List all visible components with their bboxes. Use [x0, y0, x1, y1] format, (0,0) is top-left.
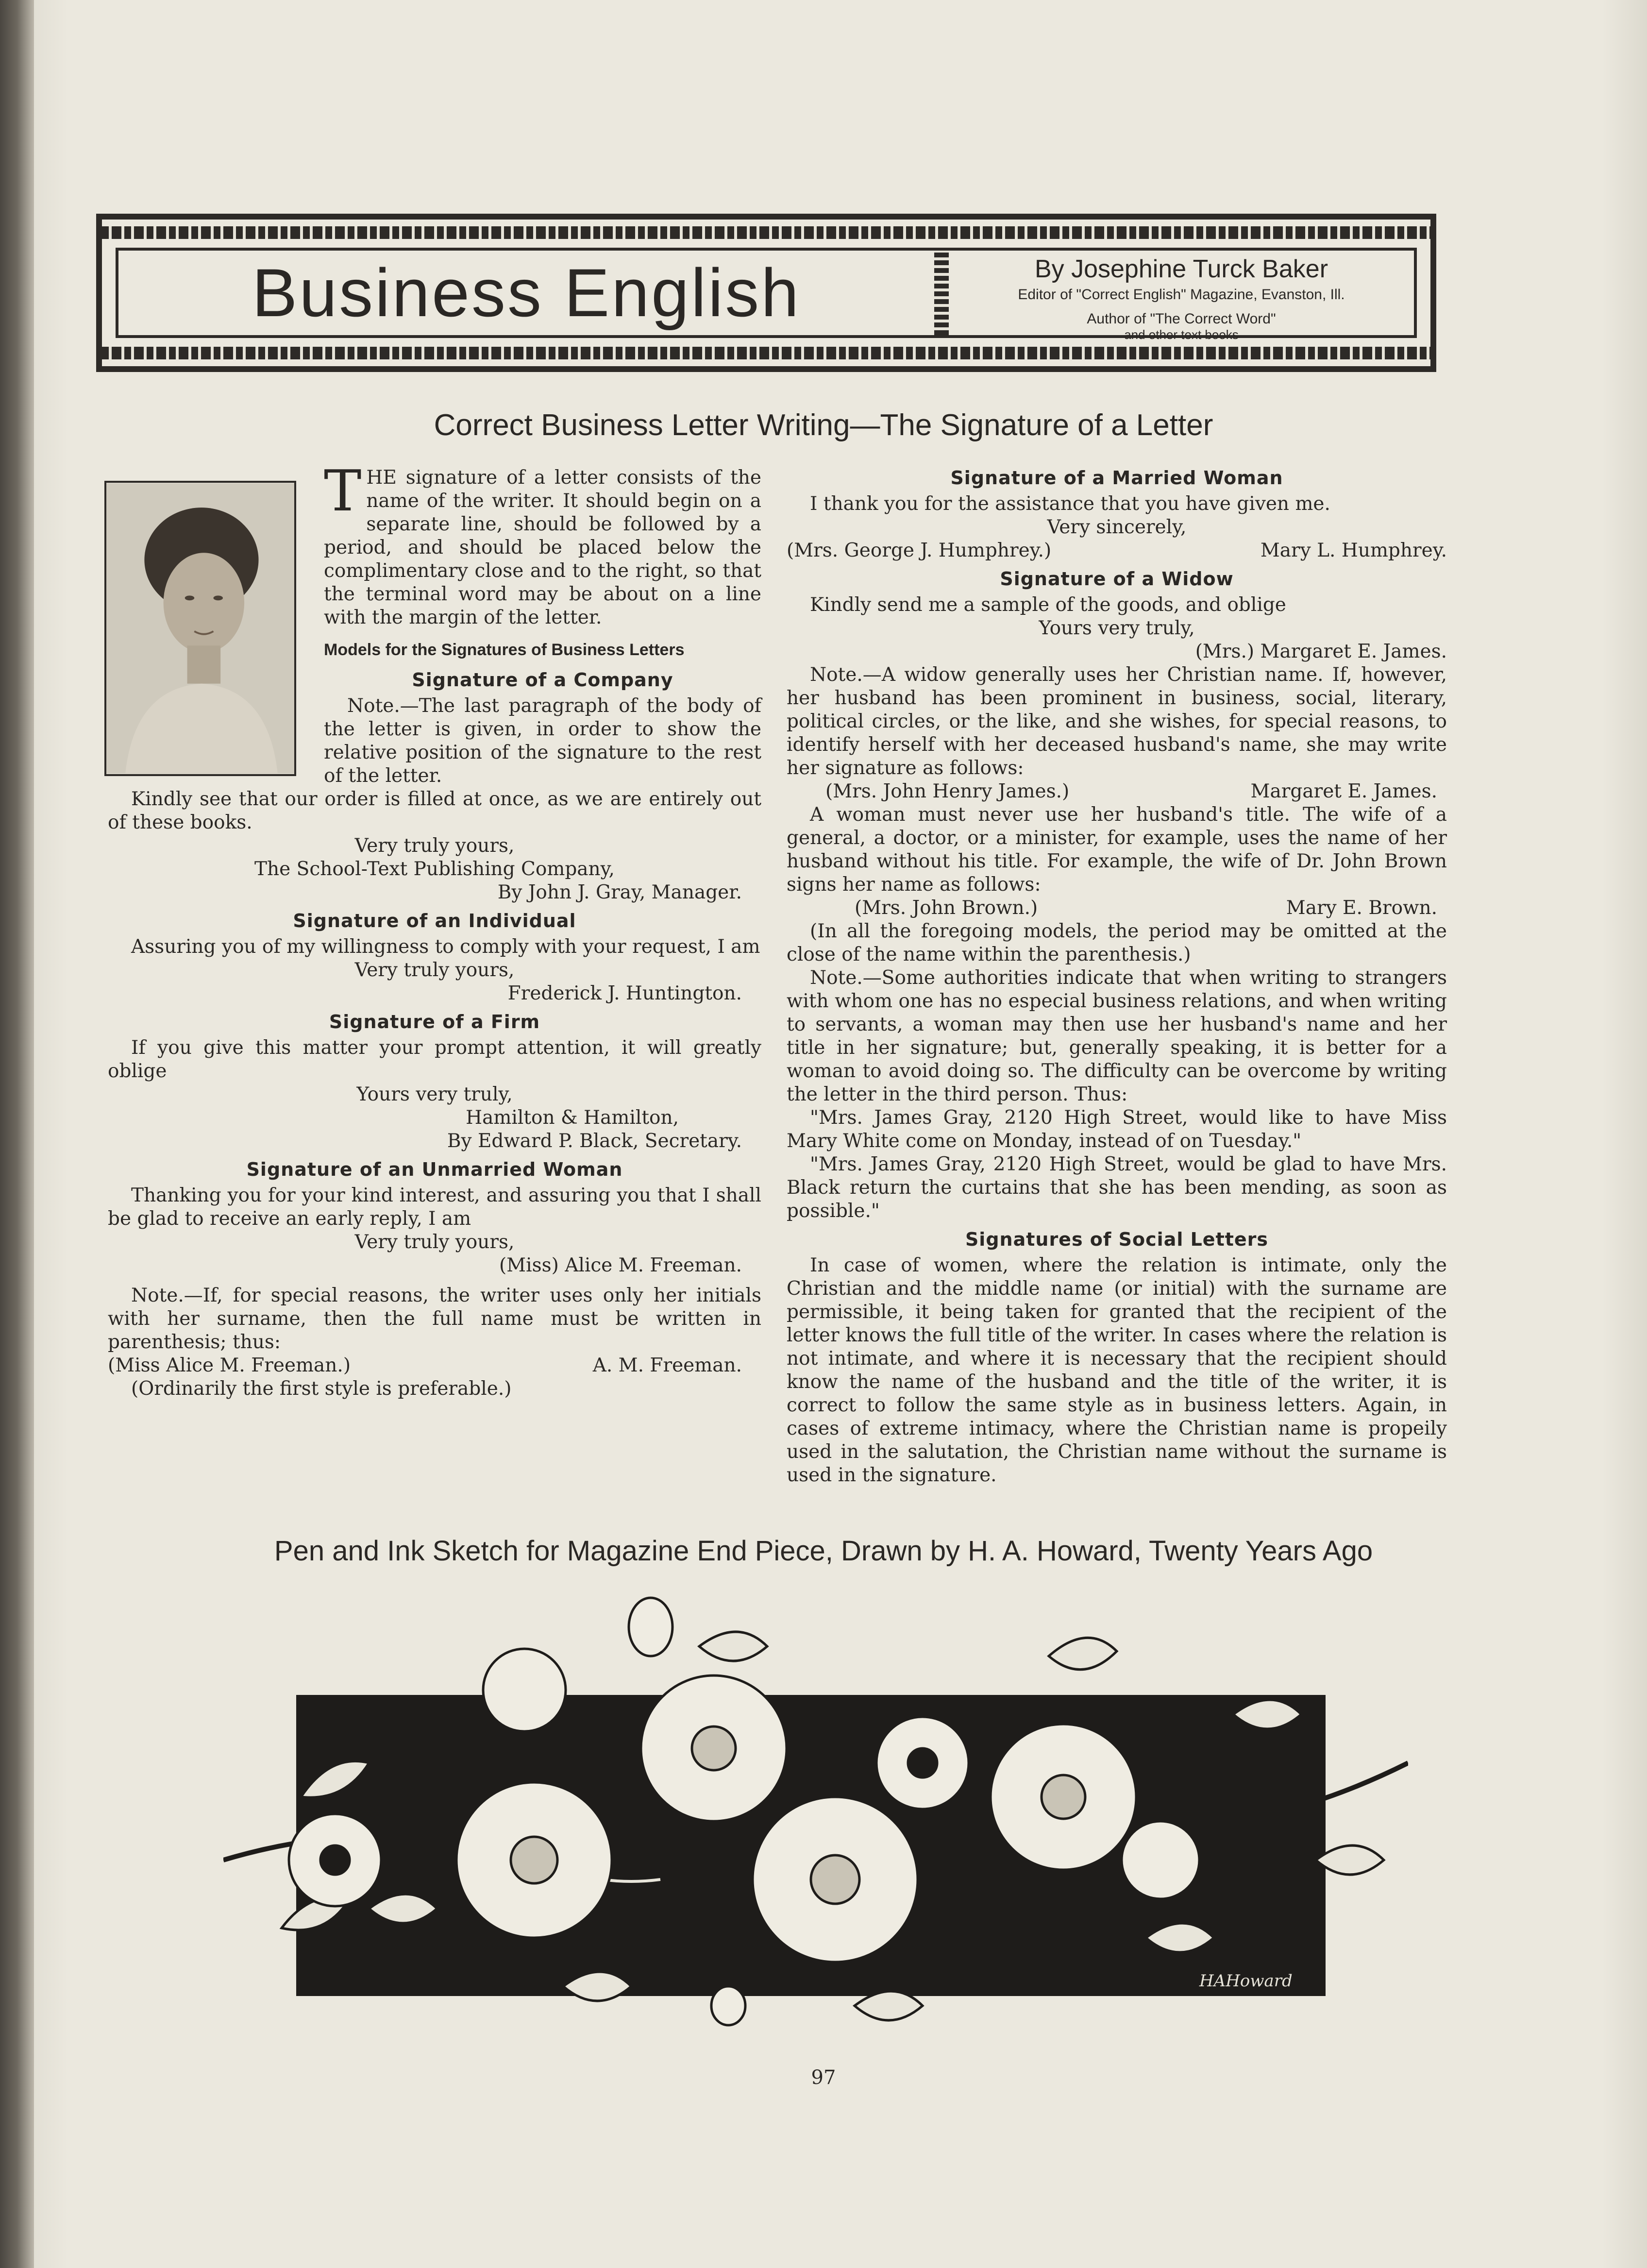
company-name: The School-Text Publishing Company, — [254, 858, 615, 880]
floral-end-piece-sketch — [223, 1588, 1408, 2074]
header-banner — [96, 214, 1436, 372]
unmarried-body: Thanking you for your kind interest, and assuring you that I shall be glad to receive an early reply, I am — [108, 1185, 761, 1230]
firm-close: Yours very truly, — [356, 1083, 513, 1105]
title-alt-left: (Mrs. John Brown.) — [855, 897, 1038, 919]
individual-close: Very truly yours, — [354, 959, 515, 981]
firm-body: If you give this matter your prompt attention, it will greatly oblige — [108, 1037, 761, 1082]
individual-heading: Signature of an Individual — [293, 910, 576, 931]
married-close: Very sincerely, — [1047, 516, 1187, 538]
unmarried-alt-right: A. M. Freeman. — [592, 1354, 742, 1376]
unmarried-name: (Miss) Alice M. Freeman. — [499, 1254, 742, 1276]
banner-bottom-border — [102, 347, 1430, 359]
widow-close: Yours very truly, — [1039, 617, 1195, 639]
title-alt-right: Mary E. Brown. — [1286, 897, 1437, 919]
widow-body: Kindly send me a sample of the goods, and oblige — [810, 594, 1286, 616]
company-close: Very truly yours, — [354, 835, 515, 857]
article-title: Correct Business Letter Writing—The Signature of a Letter — [434, 408, 1213, 442]
widow-alt-right: Margaret E. James. — [1250, 780, 1437, 802]
widow-alt-left: (Mrs. John Henry James.) — [825, 780, 1070, 802]
right-column — [787, 461, 1447, 1487]
intro-text: HE signature of a letter consists of the name of the writer. It should begin on a separate line, should be followed by a period, and should be placed below the complimentary close and to the right, so that the terminal word may be about on a line with the margin of the letter. — [324, 467, 761, 628]
intro-paragraph — [324, 458, 761, 629]
unmarried-note: Note.—If, for special reasons, the writer uses only her initials with her surname, then the full name must be written in parenthesis; thus: — [108, 1285, 761, 1353]
omit-paragraph: (In all the foregoing models, the period may be omitted at the close of the name within the parenthesis.) — [787, 920, 1447, 965]
married-signature — [787, 539, 1447, 562]
section-title: Business English — [252, 254, 801, 331]
company-note-text: Note.—The last paragraph of the body of the letter is given, in order to show the relative position of the signature to the rest of the letter. — [324, 695, 761, 787]
individual-name: Frederick J. Huntington. — [507, 982, 742, 1004]
married-right: Mary L. Humphrey. — [1260, 540, 1447, 561]
unmarried-preference: (Ordinarily the first style is preferable.) — [131, 1378, 512, 1400]
byline-author: By Josephine Turck Baker — [1034, 255, 1328, 283]
banner-top-border — [102, 226, 1430, 239]
drop-cap: T — [324, 458, 362, 524]
widow-heading: Signature of a Widow — [1000, 568, 1234, 590]
quote-one: "Mrs. James Gray, 2120 High Street, would like to have Miss Mary White come on Monday, instead of on Tuesday." — [787, 1107, 1447, 1152]
firm-by: By Edward P. Black, Secretary. — [447, 1130, 742, 1152]
byline-editor: Editor of "Correct English" Magazine, Evanston, Ill. — [1018, 287, 1345, 303]
company-note — [324, 694, 761, 788]
social-body: In case of women, where the relation is intimate, only the Christian and the middle name (or initial) with the surname are permissible, it being taken for granted that the recipient of the letter knows the full title of the writer. In cases where the relation is not intimate, and where it is necessary that the recipient should know the name of the husband and the title of the writer, it is correct to follow the same style as in business letters. Again, in cases of extreme intimacy, where the Christian name is propeily used in the salutation, the Christian name without the surname is used in the signature. — [787, 1254, 1447, 1486]
byline — [949, 251, 1414, 342]
sketch-signature: HAHoward — [1199, 1971, 1293, 1991]
widow-note: Note.—A widow generally uses her Christian name. If, however, her husband has been prominent in business, social, literary, political circles, or the like, and she wishes, for special reasons, to identify herself with her deceased husband's name, she may write her signature as follows: — [787, 664, 1447, 779]
banner-divider — [934, 251, 949, 335]
company-body: Kindly see that our order is filled at once, as we are entirely out of these books. — [108, 788, 761, 833]
unmarried-alt-left: (Miss Alice M. Freeman.) — [108, 1354, 351, 1376]
title-alt-signature — [787, 897, 1447, 920]
end-piece-title: Pen and Ink Sketch for Magazine End Piece, Drawn by H. A. Howard, Twenty Years Ago — [274, 1535, 1373, 1567]
title-paragraph: A woman must never use her husband's title. The wife of a general, a doctor, or a minister, for example, uses the name of her husband without his title. For example, the wife of Dr. John Brown signs her name as follows: — [787, 804, 1447, 896]
individual-body: Assuring you of my willingness to comply with your request, I am — [131, 936, 760, 958]
company-heading: Signature of a Company — [412, 669, 673, 691]
married-heading: Signature of a Married Woman — [950, 467, 1283, 489]
page-number: 97 — [811, 2066, 836, 2089]
married-left: (Mrs. George J. Humphrey.) — [787, 540, 1052, 561]
widow-alt-signature — [787, 780, 1447, 803]
left-column — [108, 458, 761, 1401]
widow-name: (Mrs.) Margaret E. James. — [1195, 641, 1447, 662]
unmarried-close: Very truly yours, — [354, 1231, 515, 1253]
social-heading: Signatures of Social Letters — [965, 1229, 1269, 1250]
firm-name: Hamilton & Hamilton, — [466, 1107, 679, 1129]
byline-other: and other text books — [1124, 327, 1239, 342]
married-body: I thank you for the assistance that you have given me. — [810, 493, 1330, 515]
byline-author-of: Author of "The Correct Word" — [1087, 311, 1276, 327]
models-heading: Models for the Signatures of Business Letters — [324, 641, 685, 659]
unmarried-heading: Signature of an Unmarried Woman — [246, 1159, 623, 1180]
quote-two: "Mrs. James Gray, 2120 High Street, would be glad to have Mrs. Black return the curtains that she has been mending, as soon as possible." — [787, 1153, 1447, 1222]
company-by: By John J. Gray, Manager. — [497, 881, 742, 903]
unmarried-alt-signature — [108, 1354, 761, 1377]
book-spine — [0, 0, 34, 2268]
servants-note: Note.—Some authorities indicate that when writing to strangers with whom one has no especial business relations, and when writing to servants, a woman may then use her husband's name and her title in her signature; but, generally speaking, it is better for a woman to avoid doing so. The difficulty can be overcome by writing the letter in the third person. Thus: — [787, 967, 1447, 1105]
firm-heading: Signature of a Firm — [329, 1011, 540, 1032]
banner-inner — [116, 248, 1417, 342]
